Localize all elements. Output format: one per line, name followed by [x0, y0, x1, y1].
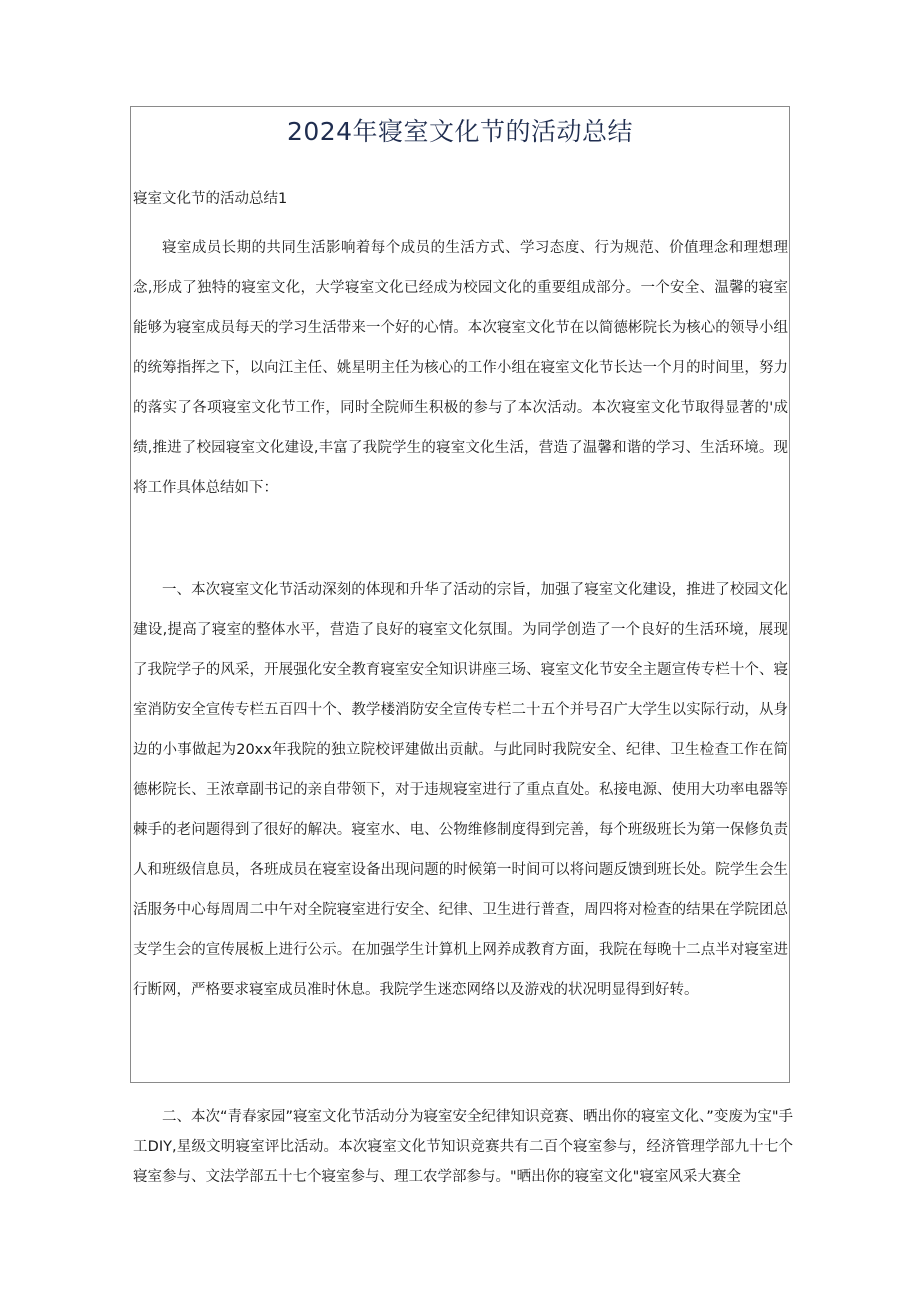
section-heading: 寝室文化节的活动总结1 [133, 191, 288, 207]
paragraph-intro: 寝室成员长期的共同生活影响着每个成员的生活方式、学习态度、行为规范、价值理念和理想理念,形成了独特的寝室文化，大学寝室文化已经成为校园文化的重要组成部分。一个安全、温馨的寝室能够为寝室成员每天的学习生活带来一个好的心情。本次寝室文化节在以简德彬院长为核心的领导小组的统筹指挥之下，以向江主任、姚星明主任为核心的工作小组在寝室文化节长达一个月的时间里，努力的落实了各项寝室文化节工作，同时全院师生积极的参与了本次活动。本次寝室文化节取得显著的'成绩,推进了校园寝室文化建设,丰富了我院学生的寝室文化生活，营造了温馨和谐的学习、生活环境。现将工作具体总结如下： [133, 240, 788, 496]
paragraph-section-two: 二、本次“青春家园”寝室文化节活动分为寝室安全纪律知识竞赛、晒出你的寝室文化、”变废为宝"手工DIY,星级文明寝室评比活动。本次寝室文化节知识竞赛共有二百个寝室参与，经济管理学部九十七个寝室参与、文法学部五十七个寝室参与、理工农学部参与。"晒出你的寝室文化"寝室风采大赛全 [133, 1109, 793, 1185]
document-title: 2024年寝室文化节的活动总结 [286, 117, 634, 146]
paragraph-section-one: 一、本次寝室文化节活动深刻的体现和升华了活动的宗旨，加强了寝室文化建设，推进了校园文化建设,提高了寝室的整体水平，营造了良好的寝室文化氛围。为同学创造了一个良好的生活环境，展现了我院学子的风采，开展强化安全教育寝室安全知识讲座三场、寝室文化节安全主题宣传专栏十个、寝室消防安全宣传专栏五百四十个、教学楼消防安全宣传专栏二十五个并号召广大学生以实际行动，从身边的小事做起为20xx年我院的独立院校评建做出贡献。与此同时我院安全、纪律、卫生检查工作在简德彬院长、王浓章副书记的亲自带领下，对于违规寝室进行了重点直处。私接电源、使用大功率电器等棘手的老问题得到了很好的解决。寝室水、电、公物维修制度得到完善，每个班级班长为第一保修负责人和班级信息员，各班成员在寝室设备出现问题的时候第一时间可以将问题反馈到班长处。院学生会生活服务中心每周周二中午对全院寝室进行安全、纪律、卫生进行普查，周四将对检查的结果在学院团总支学生会的宣传展板上进行公示。在加强学生计算机上网养成教育方面，我院在每晚十二点半对寝室进行断网，严格要求寝室成员准时休息。我院学生迷恋网络以及游戏的状况明显得到好转。 [133, 582, 788, 998]
